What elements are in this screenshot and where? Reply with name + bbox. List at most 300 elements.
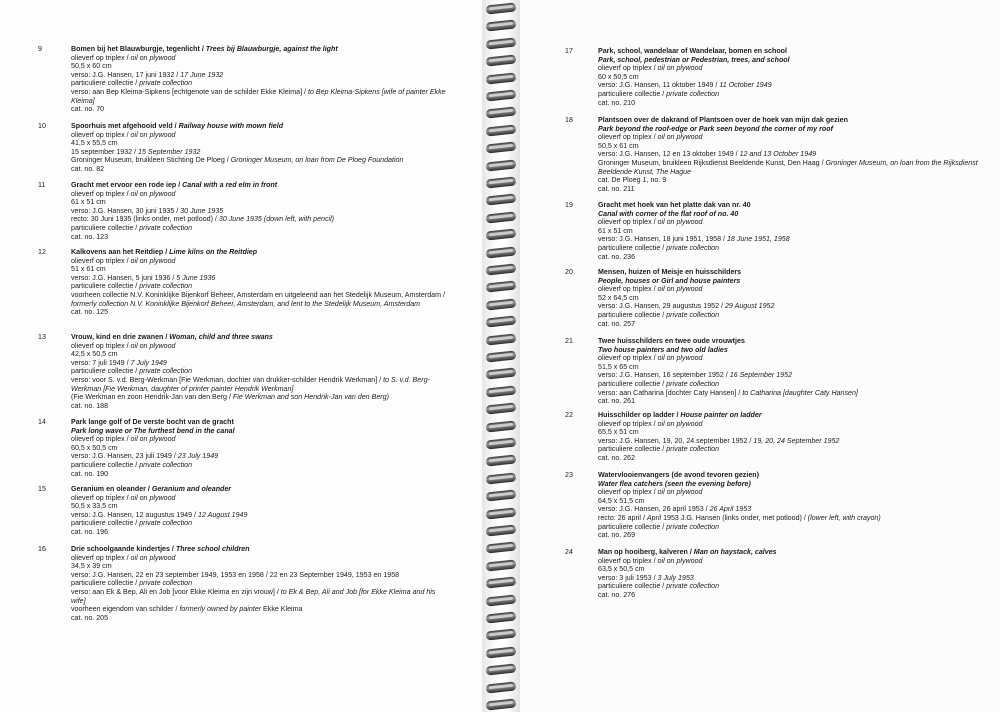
text-segment: Canal with corner of the flat roof of no. 40 — [598, 209, 739, 218]
entry-body — [71, 45, 448, 114]
entry-detail-line — [71, 233, 448, 242]
text-segment: Canal with a red elm in front — [182, 181, 278, 189]
text-segment: verso: J.G. Hansen, 30 juni 1935 / — [71, 206, 181, 215]
catalog-entry-23 — [565, 471, 985, 540]
binding-coil — [486, 37, 517, 49]
entry-body — [598, 411, 985, 463]
entry-detail-line — [598, 363, 985, 372]
entry-body — [71, 248, 448, 317]
text-segment: cat. De Ploeg 1, no. 9 — [598, 176, 667, 185]
entry-detail-line — [598, 480, 985, 489]
text-segment: 26 April 1953 — [709, 505, 752, 514]
text-segment: private collection — [666, 310, 720, 319]
text-segment: cat. no. 236 — [598, 252, 636, 261]
text-segment: oil on plywood — [130, 435, 176, 444]
binding-coil — [486, 72, 517, 84]
binding-coil — [486, 350, 517, 362]
entry-detail-line — [71, 198, 448, 207]
text-segment: olieverf op triplex / — [71, 130, 131, 139]
entry-detail-line — [71, 350, 448, 359]
text-segment: 17 June 1932 — [180, 70, 224, 79]
text-segment: verso: J.G. Hansen, 11 oktober 1949 / — [598, 81, 720, 90]
entry-number: 17 — [565, 47, 573, 55]
entry-detail-line — [71, 444, 448, 453]
entry-detail-line — [71, 71, 448, 80]
text-segment: Vrouw, kind en drie zwanen / — [71, 333, 170, 341]
entry-detail-line — [598, 523, 985, 532]
binding-coil — [486, 176, 517, 188]
text-segment: 60 x 50,5 cm — [598, 72, 639, 81]
text-segment: olieverf op triplex / — [71, 256, 131, 265]
text-segment: 34,5 x 39 cm — [71, 562, 112, 571]
entry-detail-line — [598, 277, 985, 286]
binding-coil — [486, 263, 517, 275]
text-segment: Fie Werkman and son Hendrik-Jan van den Berg) — [232, 393, 389, 402]
binding-coil — [486, 437, 517, 449]
entry-title-line — [71, 485, 448, 494]
entry-detail-line — [598, 176, 985, 185]
entry-number: 18 — [565, 116, 573, 124]
text-segment: verso: J.G. Hansen, 12 en 13 oktober 1949 / — [598, 150, 740, 159]
entry-detail-line — [71, 282, 448, 291]
entry-detail-line — [598, 420, 985, 429]
text-segment: to Ek & Bep, Ali and Job [for Ekke Kleima and his wife] — [71, 587, 436, 605]
text-segment: olieverf op triplex / — [71, 553, 131, 562]
text-segment: verso: aan Bep Kleima-Sipkens [echtgenote van de schilder Ekke Kleima] / — [71, 87, 308, 96]
entry-number: 10 — [38, 122, 46, 130]
text-segment: 18 June 1951, 1958 — [726, 235, 790, 244]
text-segment: Mensen, huizen of Meisje en huisschilders — [598, 268, 742, 276]
binding-coil — [486, 107, 517, 119]
text-segment: Huisschilder op ladder / — [598, 411, 681, 419]
entry-body — [598, 548, 985, 600]
entry-detail-line — [598, 285, 985, 294]
entry-detail-line — [598, 142, 985, 151]
text-segment: particuliere collectie / — [598, 89, 667, 98]
text-segment: private collection — [139, 460, 193, 469]
binding-coil — [486, 594, 517, 606]
text-segment: olieverf op triplex / — [598, 556, 658, 565]
entry-detail-line — [71, 54, 448, 63]
binding-coil — [486, 559, 517, 571]
text-segment: private collection — [139, 79, 193, 88]
text-segment: oil on plywood — [657, 419, 703, 428]
text-segment: Trees bij Blauwburgje, against the light — [205, 45, 338, 53]
text-segment: House painter on ladder — [680, 411, 762, 419]
entry-detail-line — [598, 454, 985, 463]
entry-detail-line — [71, 528, 448, 537]
text-segment: oil on plywood — [657, 488, 703, 497]
binding-coil — [486, 455, 517, 467]
text-segment: to Catharina [daughter Caty Hansen] — [742, 388, 858, 397]
text-segment: 64,5 x 51,5 cm — [598, 496, 645, 505]
text-segment: oil on plywood — [130, 493, 176, 502]
text-segment: particuliere collectie / — [71, 79, 140, 88]
text-segment: particuliere collectie / — [71, 460, 140, 469]
text-segment: Groninger Museum, on loan from De Ploeg Foundation — [230, 156, 404, 165]
text-segment: cat. no. 125 — [71, 308, 109, 317]
text-segment: 51 x 61 cm — [71, 265, 106, 274]
entry-detail-line — [598, 346, 985, 355]
entry-detail-line — [71, 427, 448, 436]
entry-detail-line — [598, 64, 985, 73]
text-segment: cat. no. 190 — [71, 469, 109, 478]
entry-detail-line — [71, 265, 448, 274]
text-segment: private collection — [666, 445, 720, 454]
entry-detail-line — [71, 502, 448, 511]
entry-detail-line — [598, 557, 985, 566]
entry-title-line — [598, 116, 985, 125]
entry-detail-line — [71, 579, 448, 588]
entry-title-line — [71, 545, 448, 554]
text-segment: Kalkovens aan het Reitdiep / — [71, 248, 170, 256]
entry-detail-line — [71, 614, 448, 623]
catalog-entry-24 — [565, 548, 985, 600]
text-segment: Park beyond the roof-edge or Park seen beyond the corner of my roof — [598, 124, 833, 133]
text-segment: cat. no. 261 — [598, 397, 636, 406]
text-segment: particuliere collectie / — [71, 579, 140, 588]
catalog-entry-22 — [565, 411, 985, 463]
entry-number: 19 — [565, 201, 573, 209]
text-segment: cat. no. 70 — [71, 105, 105, 114]
binding-coil — [486, 420, 517, 432]
entry-detail-line — [598, 354, 985, 363]
text-segment: particuliere collectie / — [598, 522, 667, 531]
entry-detail-line — [71, 554, 448, 563]
catalog-entry-18 — [565, 116, 985, 193]
text-segment: Groninger Museum, bruikleen Stichting De Ploeg / — [71, 156, 231, 165]
text-segment: 50,5 x 33,5 cm — [71, 502, 118, 511]
entry-detail-line — [598, 320, 985, 329]
entry-title-line — [598, 471, 985, 480]
entry-number: 23 — [565, 471, 573, 479]
binding-coil — [486, 403, 517, 415]
text-segment: Park, school, wandelaar of Wandelaar, bomen en school — [598, 47, 787, 55]
entry-detail-line — [71, 461, 448, 470]
text-segment: particuliere collectie / — [598, 310, 667, 319]
text-segment: recto: 30 Juni 1935 (links onder, met potlood) / — [71, 215, 219, 224]
entry-detail-line — [71, 207, 448, 216]
entry-title-line — [598, 411, 985, 420]
text-segment: verso: J.G. Hansen, 23 juli 1949 / — [71, 452, 178, 461]
text-segment: olieverf op triplex / — [71, 53, 131, 62]
entry-body — [71, 333, 448, 410]
entry-detail-line — [598, 210, 985, 219]
entry-detail-line — [71, 519, 448, 528]
catalog-entry-17 — [565, 47, 985, 107]
entry-number: 20 — [565, 268, 573, 276]
entry-detail-line — [598, 565, 985, 574]
binding-coil — [486, 89, 517, 101]
binding-coil — [486, 333, 517, 345]
entry-detail-line — [598, 505, 985, 514]
entry-detail-line — [71, 156, 448, 165]
entry-detail-line — [71, 257, 448, 266]
text-segment: oil on plywood — [130, 256, 176, 265]
entry-body — [598, 268, 985, 328]
text-segment: verso: J.G. Hansen, 12 augustus 1949 / — [71, 510, 198, 519]
text-segment: to Bep Kleima-Sipkens [wife of painter Ekke Kleima] — [71, 87, 446, 105]
entry-detail-line — [71, 224, 448, 233]
binding-coil — [486, 194, 517, 206]
entry-detail-line — [598, 302, 985, 311]
left-page — [0, 0, 482, 712]
binding-coil — [486, 20, 517, 32]
entry-detail-line — [71, 452, 448, 461]
spiral-binding — [482, 0, 520, 712]
entry-detail-line — [598, 371, 985, 380]
entry-detail-line — [71, 605, 448, 614]
text-segment: 5 June 1936 — [176, 273, 216, 282]
entry-detail-line — [71, 562, 448, 571]
text-segment: 61 x 51 cm — [71, 198, 106, 207]
text-segment: Woman, child and three swans — [169, 333, 273, 341]
entry-detail-line — [598, 81, 985, 90]
entry-detail-line — [71, 139, 448, 148]
text-segment: 3 July 1953 — [657, 573, 694, 582]
text-segment: Railway house with mown field — [178, 122, 284, 130]
binding-coil — [486, 681, 517, 693]
text-segment: recto: 26 april / — [598, 513, 647, 522]
entry-detail-line — [598, 185, 985, 194]
text-segment: Groninger Museum, on loan from the Rijksdienst Beeldende Kunst, The Hague — [598, 158, 978, 176]
text-segment: (Fie Werkman en zoon Hendrik-Jan van den Berg / — [71, 393, 233, 402]
text-segment: Geranium and oleander — [151, 485, 232, 493]
text-segment: cat. no. 211 — [598, 184, 635, 193]
text-segment: verso: J.G. Hansen, 18 juni 1951, 1958 / — [598, 235, 727, 244]
text-segment: oil on plywood — [130, 130, 176, 139]
entry-detail-line — [598, 531, 985, 540]
text-segment: 11 October 1949 — [719, 81, 772, 90]
text-segment: cat. no. 205 — [71, 613, 109, 622]
text-segment: verso: aan Catharina [dochter Caty Hansen] / — [598, 388, 743, 397]
text-segment: olieverf op triplex / — [598, 218, 658, 227]
binding-coil — [486, 142, 517, 154]
entry-body — [71, 418, 448, 478]
binding-coil — [486, 298, 517, 310]
entry-title-line — [598, 201, 985, 210]
text-segment: Geranium en oleander / — [71, 485, 152, 493]
text-segment: oil on plywood — [657, 354, 703, 363]
entry-detail-line — [71, 494, 448, 503]
entry-body — [598, 337, 985, 406]
binding-coil — [486, 229, 517, 241]
text-segment: private collection — [666, 379, 720, 388]
entry-detail-line — [71, 88, 448, 105]
text-segment: particuliere collectie / — [71, 519, 140, 528]
text-segment: 41,5 x 55,5 cm — [71, 139, 118, 148]
entry-detail-line — [71, 131, 448, 140]
binding-coil — [486, 124, 517, 136]
binding-coil — [486, 524, 517, 536]
entry-detail-line — [71, 470, 448, 479]
entry-detail-line — [598, 445, 985, 454]
entry-detail-line — [598, 159, 985, 176]
text-segment: private collection — [139, 579, 193, 588]
entry-title-line — [71, 333, 448, 342]
text-segment: oil on plywood — [130, 189, 176, 198]
binding-coil — [486, 577, 517, 589]
entry-detail-line — [598, 497, 985, 506]
text-segment: olieverf op triplex / — [598, 133, 658, 142]
entry-body — [71, 545, 448, 622]
binding-coil — [486, 646, 517, 658]
text-segment: oil on plywood — [657, 64, 703, 73]
entry-detail-line — [598, 253, 985, 262]
text-segment: 52 x 64,5 cm — [598, 293, 639, 302]
text-segment: 16 September 1952 — [729, 371, 793, 380]
text-segment: Park long wave or The furthest bend in the canal — [71, 426, 235, 435]
text-segment: oil on plywood — [130, 553, 176, 562]
entry-detail-line — [598, 90, 985, 99]
text-segment: 19, 20, 24 September 1952 — [753, 436, 840, 445]
text-segment: olieverf op triplex / — [71, 341, 131, 350]
text-segment: olieverf op triplex / — [598, 488, 658, 497]
text-segment: 1953 J.G. Hansen (links onder, met potlood) / — [661, 513, 808, 522]
text-segment: cat. no. 210 — [598, 98, 636, 107]
entry-body — [71, 485, 448, 537]
text-segment: 61 x 51 cm — [598, 226, 633, 235]
text-segment: verso: J.G. Hansen, 19, 20, 24 september 1952 / — [598, 436, 754, 445]
text-segment: private collection — [666, 89, 720, 98]
text-segment: verso: voor S. v.d. Berg-Werkman [Fie Werkman, dochter van drukker-schilder Hendrik Werkman] / — [71, 375, 384, 384]
entry-detail-line — [598, 582, 985, 591]
text-segment: verso: J.G. Hansen, 26 april 1953 / — [598, 505, 710, 514]
text-segment: 50,5 x 60 cm — [71, 62, 112, 71]
text-segment: Gracht met hoek van het platte dak van nr. 40 — [598, 201, 751, 209]
entry-detail-line — [598, 125, 985, 134]
catalog-entry-14 — [38, 418, 448, 478]
entry-body — [598, 201, 985, 261]
entry-number: 15 — [38, 485, 46, 493]
binding-coil — [486, 542, 517, 554]
binding-coil — [486, 159, 517, 171]
entry-detail-line — [598, 294, 985, 303]
text-segment: verso: 3 juli 1953 / — [598, 573, 658, 582]
text-segment: oil on plywood — [130, 53, 176, 62]
entry-detail-line — [71, 215, 448, 224]
entry-detail-line — [598, 514, 985, 523]
entry-detail-line — [598, 235, 985, 244]
entry-detail-line — [598, 397, 985, 406]
entry-detail-line — [71, 274, 448, 283]
binding-coil — [486, 281, 517, 293]
text-segment: 51,5 x 65 cm — [598, 362, 639, 371]
binding-coil — [486, 2, 517, 14]
entry-detail-line — [71, 402, 448, 411]
entry-detail-line — [598, 437, 985, 446]
entry-title-line — [598, 47, 985, 56]
text-segment: 60,5 x 50,5 cm — [71, 443, 118, 452]
entry-detail-line — [71, 435, 448, 444]
entry-detail-line — [598, 227, 985, 236]
text-segment: private collection — [666, 522, 720, 531]
text-segment: voorheen eigendom van schilder / — [71, 605, 180, 614]
text-segment: private collection — [666, 582, 720, 591]
text-segment: oil on plywood — [657, 285, 703, 294]
entry-detail-line — [598, 150, 985, 159]
text-segment: particuliere collectie / — [598, 243, 667, 252]
text-segment: private collection — [139, 519, 193, 528]
entry-detail-line — [71, 148, 448, 157]
binding-coil — [486, 368, 517, 380]
text-segment: particuliere collectie / — [71, 282, 140, 291]
entry-detail-line — [71, 359, 448, 368]
text-segment: Park lange golf of De verste bocht van de gracht — [71, 418, 234, 426]
entry-title-line — [71, 181, 448, 190]
entry-detail-line — [71, 165, 448, 174]
entry-detail-line — [71, 571, 448, 580]
catalog-entry-19 — [565, 201, 985, 261]
entry-detail-line — [71, 62, 448, 71]
text-segment: olieverf op triplex / — [71, 189, 131, 198]
entry-detail-line — [598, 428, 985, 437]
text-segment: private collection — [139, 223, 193, 232]
entry-detail-line — [598, 380, 985, 389]
text-segment: cat. no. 188 — [71, 401, 109, 410]
catalog-entry-12 — [38, 248, 448, 317]
entry-number: 16 — [38, 545, 46, 553]
entry-detail-line — [71, 511, 448, 520]
entry-title-line — [598, 548, 985, 557]
text-segment: 65,5 x 51 cm — [598, 428, 639, 437]
text-segment: Plantsoen over de dakrand of Plantsoen over de hoek van mijn dak gezien — [598, 116, 848, 124]
text-segment: 29 August 1952 — [724, 302, 775, 311]
text-segment: formerly collection N.V. Koninklijke Bijenkorf Beheer, Amsterdam, and lent to the Stedelijk Museum, Amsterdam — [71, 299, 421, 308]
text-segment: private collection — [139, 367, 193, 376]
text-segment: particuliere collectie / — [598, 582, 667, 591]
text-segment: 42,5 x 50,5 cm — [71, 350, 118, 359]
text-segment: Watervlooienvangers (de avond tevoren gezien) — [598, 471, 759, 479]
text-segment: Two house painters and two old ladies — [598, 345, 728, 354]
text-segment: Groninger Museum, bruikleen Rijksdienst Beeldende Kunst, Den Haag / — [598, 158, 826, 167]
text-segment: olieverf op triplex / — [598, 354, 658, 363]
entry-detail-line — [598, 244, 985, 253]
text-segment: oil on plywood — [657, 556, 703, 565]
entry-number: 12 — [38, 248, 46, 256]
text-segment: cat. no. 82 — [71, 164, 105, 173]
entry-number: 22 — [565, 411, 573, 419]
text-segment: Lime kilns on the Reitdiep — [169, 248, 258, 256]
text-segment: Park, school, pedestrian or Pedestrian, trees, and school — [598, 55, 790, 64]
entry-detail-line — [598, 574, 985, 583]
entry-detail-line — [71, 376, 448, 393]
text-segment: particuliere collectie / — [71, 367, 140, 376]
text-segment: 15 September 1932 — [138, 147, 201, 156]
binding-coil — [486, 490, 517, 502]
text-segment: voorheen collectie N.V. Koninklijke Bijenkorf Beheer, Amsterdam en uitgeleend aan het Stedelijk Museum, Amsterdam / — [71, 290, 445, 299]
entry-title-line — [71, 248, 448, 257]
binding-coil — [486, 698, 517, 710]
text-segment: People, houses or Girl and house painters — [598, 276, 741, 285]
entry-detail-line — [598, 488, 985, 497]
text-segment: verso: J.G. Hansen, 22 en 23 september 1949, 1953 en 1958 / 22 en 23 September 1949, 1953 en 1958 — [71, 570, 400, 579]
binding-coil — [486, 472, 517, 484]
text-segment: 30 June 1935 — [180, 206, 224, 215]
entry-detail-line — [598, 389, 985, 398]
entry-body — [71, 181, 448, 241]
entry-detail-line — [71, 588, 448, 605]
text-segment: olieverf op triplex / — [71, 435, 131, 444]
text-segment: 12 August 1949 — [197, 510, 248, 519]
binding-coil — [486, 629, 517, 641]
text-segment: 12 and 13 October 1949 — [739, 150, 817, 159]
entry-detail-line — [71, 308, 448, 317]
text-segment: oil on plywood — [657, 133, 703, 142]
entry-detail-line — [71, 393, 448, 402]
binding-coil — [486, 664, 517, 676]
entry-detail-line — [71, 105, 448, 114]
